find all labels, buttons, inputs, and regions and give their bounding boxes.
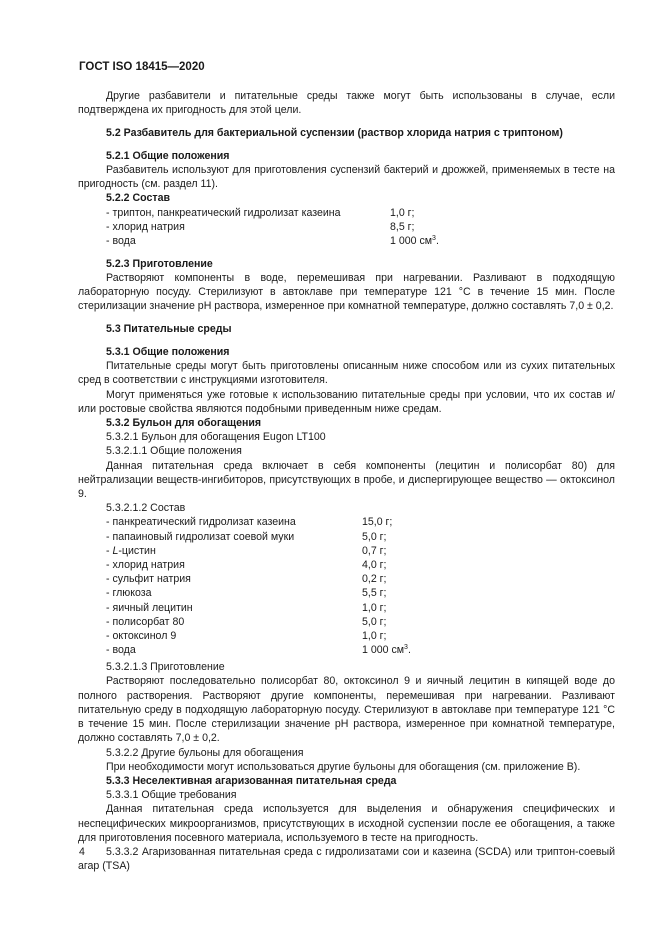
section-5-3-2-2-heading: 5.3.2.2 Другие бульоны для обогащения [106, 746, 304, 759]
section-5-2-3-heading: 5.2.3 Приготовление [106, 257, 213, 270]
section-5-2-3-text: Растворяют компоненты в воде, перемешивая при нагревании. Разливают в подходящую лабораторную посуду. Стерилизуют в автоклаве при температуре 121 °С в течение 15 мин. После стерилизации значение pH раствора, измеренное при комнатной температуре, должно составлять 7,0 ± 0,2. [78, 271, 615, 313]
component-name: - вода [106, 234, 136, 247]
component-amount: 1 000 $см^3$. [390, 234, 439, 247]
composition-row [78, 643, 615, 657]
composition-row [78, 206, 615, 220]
composition-row [78, 544, 615, 558]
section-5-3-2-1-2-heading: 5.3.2.1.2 Состав [106, 502, 186, 515]
component-amount: 1,0 г; [362, 601, 387, 614]
section-5-3-2-1-3-text: Растворяют последовательно полисорбат 80, октоксинол 9 и яичный лецитин в кипящей воде до полного растворения. Растворяют другие компоненты, перемешивая при нагревании. Разливают питательную среду в подходящую лабораторную посуду. Стерилизуют в автоклаве при температуре 121 °С в течение 15 мин. После стерилизации значение pH раствора, измеренное при комнатной температуре, должно составлять 7,0 ± 0,2. [78, 675, 615, 745]
composition-row [78, 220, 615, 234]
component-name: - L-цистин [106, 544, 156, 557]
composition-row [78, 615, 615, 629]
section-5-3-heading: 5.3 Питательные среды [106, 323, 232, 336]
component-name: - хлорид натрия [106, 220, 185, 233]
section-5-3-3-2-text: 5.3.3.2 Агаризованная питательная среда с гидролизатами сои и казеина (SCDA) или триптон-соевый агар (TSA) [78, 845, 615, 873]
component-amount: 15,0 г; [362, 516, 393, 529]
component-name: - хлорид натрия [106, 558, 185, 571]
section-5-3-3-1-text: Данная питательная среда используется для выделения и обнаружения специфических и неспецифических микроорганизмов, присутствующих в исходной суспензии после ее обогащения, а также для приготовления посевного материала, используемого в тесте на пригодность. [78, 803, 615, 844]
component-amount: 4,0 г; [362, 558, 387, 571]
component-name: - полисорбат 80 [106, 615, 185, 628]
section-5-3-1-heading: 5.3.1 Общие положения [106, 345, 230, 358]
page-number: 4 [79, 846, 85, 858]
document-header: ГОСТ ISO 18415—2020 [79, 61, 205, 73]
intro-paragraph: Другие разбавители и питательные среды также могут быть использованы в случае, если подтверждена их пригодность для этой цели. [78, 90, 615, 117]
section-5-3-2-1-3-heading: 5.3.2.1.3 Приготовление [106, 661, 225, 674]
composition-row [78, 234, 615, 248]
section-5-3-2-heading: 5.3.2 Бульон для обогащения [106, 416, 262, 429]
composition-row [78, 629, 615, 643]
section-5-3-3-1-heading: 5.3.3.1 Общие требования [106, 789, 237, 802]
section-5-2-2-heading: 5.2.2 Состав [106, 192, 170, 205]
component-amount: 0,2 г; [362, 573, 387, 586]
component-name: - вода [106, 644, 136, 657]
component-name: - октоксинол 9 [106, 629, 177, 642]
composition-row [78, 558, 615, 572]
section-5-2-heading: 5.2 Разбавитель для бактериальной суспензии (раствор хлорида натрия с триптоном) [106, 127, 563, 139]
component-name: - яичный лецитин [106, 601, 193, 614]
section-5-3-2-2-text: При необходимости могут использоваться другие бульоны для обогащения (см. приложение В). [106, 760, 581, 773]
component-amount: 1,0 г; [390, 206, 415, 219]
composition-row [78, 601, 615, 615]
section-5-3-2-1-1-heading: 5.3.2.1.1 Общие положения [106, 445, 242, 458]
component-amount: 5,0 г; [362, 530, 387, 543]
component-amount: 5,0 г; [362, 615, 387, 628]
section-5-2-1-heading: 5.2.1 Общие положения [106, 149, 230, 162]
document-body [78, 89, 615, 873]
component-name: - глюкоза [106, 587, 152, 600]
component-amount: 1,0 г; [362, 629, 387, 642]
component-name: - панкреатический гидролизат казеина [106, 516, 296, 529]
composition-list-2 [78, 515, 615, 657]
component-name: - триптон, панкреатический гидролизат казеина [106, 206, 341, 219]
section-5-3-2-1-1-text: Данная питательная среда включает в себя компоненты (лецитин и полисорбат 80) для нейтрализации веществ-ингибиторов, присутствующих в пробе, и диспергирующее вещество — октоксинол 9. [78, 459, 615, 500]
component-amount: 0,7 г; [362, 544, 387, 557]
composition-row [78, 572, 615, 586]
component-name: - папаиновый гидролизат соевой муки [106, 530, 295, 543]
composition-row [78, 586, 615, 600]
composition-row [78, 530, 615, 544]
section-5-3-1-text-2: Могут применяться уже готовые к использованию питательные среды при условии, что их состав и/или ростовые свойства являются подобными приведенным ниже средам. [78, 388, 615, 415]
component-amount: 5,5 г; [362, 587, 387, 600]
component-name: - сульфит натрия [106, 573, 191, 586]
component-amount: 8,5 г; [390, 220, 415, 233]
section-5-3-1-text-1: Питательные среды могут быть приготовлены описанным ниже способом или из сухих питательных сред в соответствии с инструкциями изготовителя. [78, 360, 615, 387]
component-amount: 1 000 $см^3$. [362, 644, 411, 657]
composition-list-1 [78, 206, 615, 249]
section-5-3-3-heading: 5.3.3 Неселективная агаризованная питательная среда [106, 774, 397, 787]
section-5-3-2-1-heading: 5.3.2.1 Бульон для обогащения Eugon LT100 [106, 431, 326, 444]
section-5-2-1-text: Разбавитель используют для приготовления суспензий бактерий и дрожжей, применяемых в тесте на пригодность (см. раздел 11). [78, 164, 615, 191]
composition-row [78, 515, 615, 529]
